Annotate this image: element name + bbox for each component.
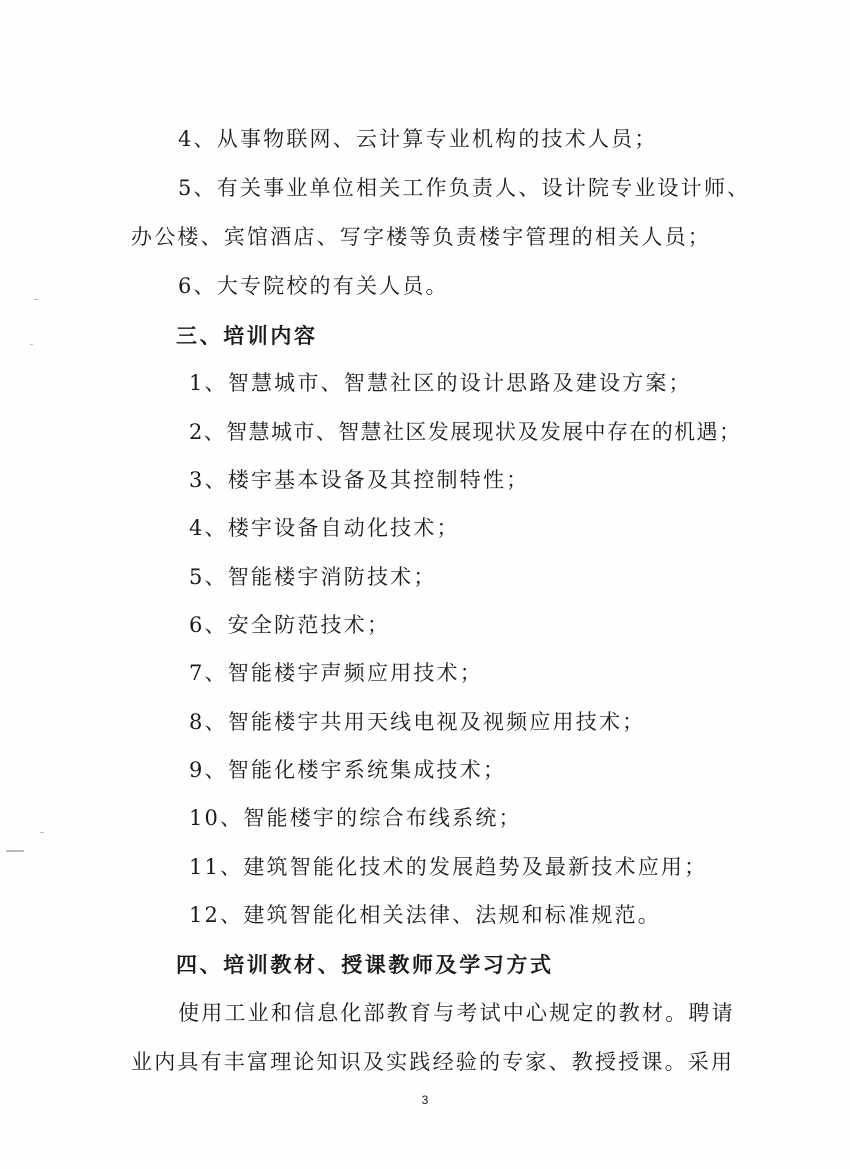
list-item-content-4: 4、楼宇设备自动化技术； [189, 516, 460, 540]
page-number: 3 [421, 1093, 429, 1107]
scan-speck [6, 850, 24, 852]
scan-speck [30, 344, 33, 345]
list-item-content-3: 3、楼宇基本设备及其控制特性； [189, 468, 530, 492]
list-item-content-1: 1、智慧城市、智慧社区的设计思路及建设方案； [189, 371, 692, 395]
list-item-content-6: 6、安全防范技术； [189, 613, 391, 637]
scan-speck [40, 832, 44, 833]
list-item-target-5-continued: 办公楼、宾馆酒店、写字楼等负责楼宇管理的相关人员； [131, 225, 711, 249]
list-item-content-2: 2、智慧城市、智慧社区发展现状及发展中存在的机遇； [189, 420, 742, 444]
paragraph-line-2: 业内具有丰富理论知识及实践经验的专家、教授授课。采用 [131, 1050, 735, 1074]
list-item-content-12: 12、建筑智能化相关法律、法规和标准规范。 [189, 903, 661, 927]
section-heading-materials: 四、培训教材、授课教师及学习方式 [176, 952, 554, 977]
scan-speck [34, 299, 39, 300]
list-item-content-9: 9、智能化楼宇系统集成技术； [189, 758, 507, 782]
list-item-content-7: 7、智能楼宇声频应用技术； [189, 661, 483, 685]
list-item-content-10: 10、智能楼宇的综合布线系统； [189, 806, 522, 830]
list-item-content-5: 5、智能楼宇消防技术； [189, 565, 437, 589]
list-item-target-5: 5、有关事业单位相关工作负责人、设计院专业设计师、 [178, 176, 751, 200]
list-item-target-6: 6、大专院校的有关人员。 [178, 274, 449, 298]
list-item-content-11: 11、建筑智能化技术的发展趋势及最新技术应用； [189, 855, 708, 879]
paragraph-line-1: 使用工业和信息化部教育与考试中心规定的教材。聘请 [178, 1001, 735, 1025]
section-heading-training-content: 三、培训内容 [176, 323, 318, 348]
list-item-content-8: 8、智能楼宇共用天线电视及视频应用技术； [189, 710, 646, 734]
list-item-target-4: 4、从事物联网、云计算专业机构的技术人员； [178, 127, 658, 151]
